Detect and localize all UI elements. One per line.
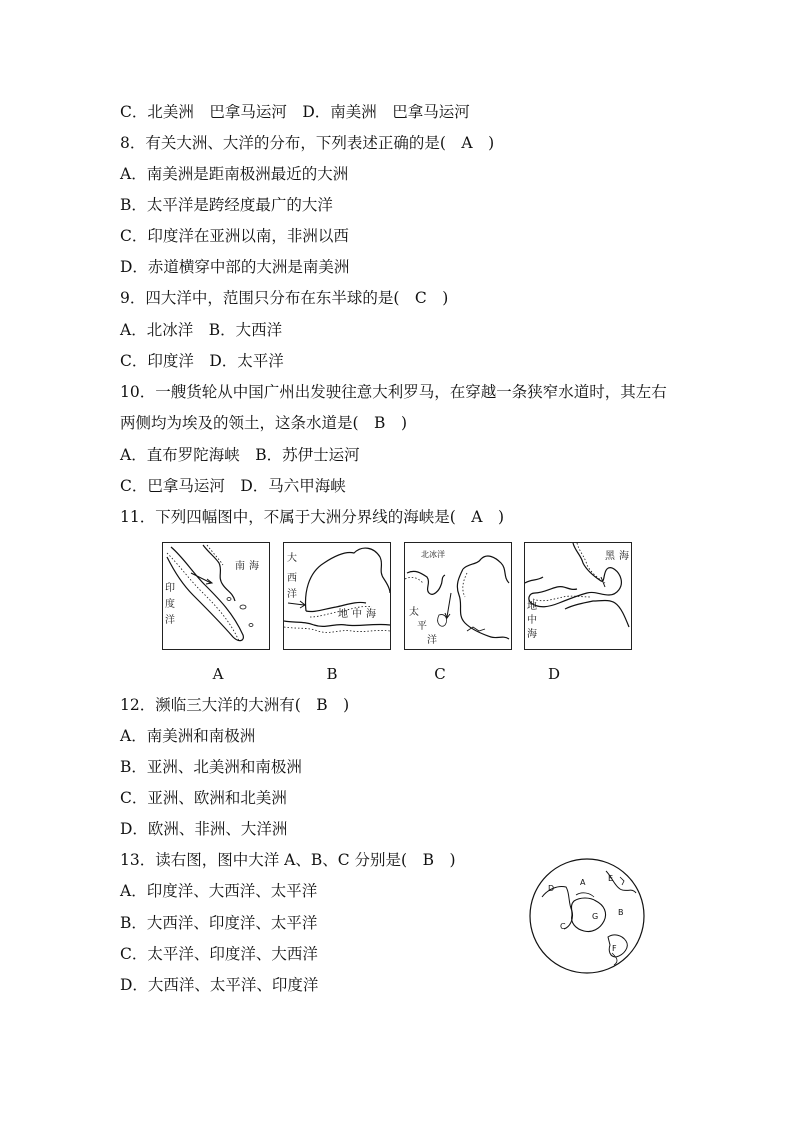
map-c-text-1: 北冰洋 [421,550,445,559]
q10-options-ab: A．直布罗陀海峡 B．苏伊士运河 [120,446,360,464]
q7-option-cd: C．北美洲 巴拿马运河 D．南美洲 巴拿马运河 [120,103,470,121]
q10-options-cd: C．巴拿马运河 D．马六甲海峡 [120,477,346,495]
map-d-text-5: 海 [527,629,537,640]
q13-option-d: D．大西洋、太平洋、印度洋 [120,976,319,994]
strait-map-d [524,542,632,650]
map-b-text-6: 海 [366,609,376,620]
map-c-text-2: 太 [409,607,419,618]
strait-map-b [283,542,391,650]
globe-label-a: A [580,878,586,887]
map-a-text-4: 度 [165,599,175,610]
q8-option-d: D．赤道横穿中部的大洲是南美洲 [120,258,350,276]
q13-option-a: A．印度洋、大西洋、太平洋 [120,882,318,900]
map-a-text-3: 印 [165,583,175,594]
q12-option-c: C．亚洲、欧洲和北美洲 [120,789,287,807]
strait-map-c [404,542,512,650]
map-b-text-3: 洋 [287,589,297,600]
q12-stem: 12．濒临三大洋的大洲有( B ) [120,696,350,714]
strait-map-a [162,542,270,650]
map-c-text-3: 平 [417,621,427,632]
q8-option-a: A．南美洲是距南极洲最近的大洲 [120,165,349,183]
q9-stem: 9．四大洋中，范围只分布在东半球的是( C ) [120,289,449,307]
q13-option-c: C．太平洋、印度洋、大西洋 [120,945,318,963]
globe-diagram [528,857,646,975]
globe-label-f: F [612,944,617,953]
q13-stem: 13．读右图，图中大洋 A、B、C 分别是( B ) [120,851,456,869]
map-d-text-3: 地 [527,601,537,612]
q9-options-ab: A．北冰洋 B．大西洋 [120,321,283,339]
q8-stem: 8．有关大洲、大洋的分布，下列表述正确的是( A ) [120,134,495,152]
map-c-text-4: 洋 [427,635,437,646]
map-d-text-4: 中 [527,615,537,626]
globe-label-d: D [548,884,555,893]
map-c-label: C [434,665,446,683]
q11-stem: 11．下列四幅图中，不属于大洲分界线的海峡是( A ) [120,508,505,526]
globe-label-b: B [618,908,624,917]
globe-label-g: G [592,912,599,921]
q12-option-a: A．南美洲和南极洲 [120,727,256,745]
q8-option-b: B．太平洋是跨经度最广的大洋 [120,196,333,214]
map-a-text-5: 洋 [165,615,175,626]
q9-options-cd: C．印度洋 D．太平洋 [120,352,284,370]
map-b-label: B [326,665,338,683]
globe-label-e: E [608,874,614,883]
map-d-text-2: 海 [619,551,629,562]
map-a-text-1: 南 [235,561,245,572]
globe-label-c: C [560,922,566,931]
q8-option-c: C．印度洋在亚洲以南，非洲以西 [120,227,349,245]
map-b-text-2: 西 [287,573,297,584]
map-b-text-1: 大 [287,553,297,564]
q10-stem-2: 两侧均为埃及的领土，这条水道是( B ) [120,414,407,432]
q13-option-b: B．大西洋、印度洋、太平洋 [120,914,318,932]
q10-stem-1: 10．一艘货轮从中国广州出发驶往意大利罗马，在穿越一条狭窄水道时，其左右 [120,383,667,401]
map-d-text-1: 黑 [605,551,615,562]
q12-option-b: B．亚洲、北美洲和南极洲 [120,758,302,776]
map-a-label: A [212,665,224,683]
map-a-text-2: 海 [249,561,259,572]
map-d-label: D [547,665,561,683]
map-b-text-5: 中 [352,609,362,620]
q12-option-d: D．欧洲、非洲、大洋洲 [120,820,288,838]
map-b-text-4: 地 [338,609,348,620]
